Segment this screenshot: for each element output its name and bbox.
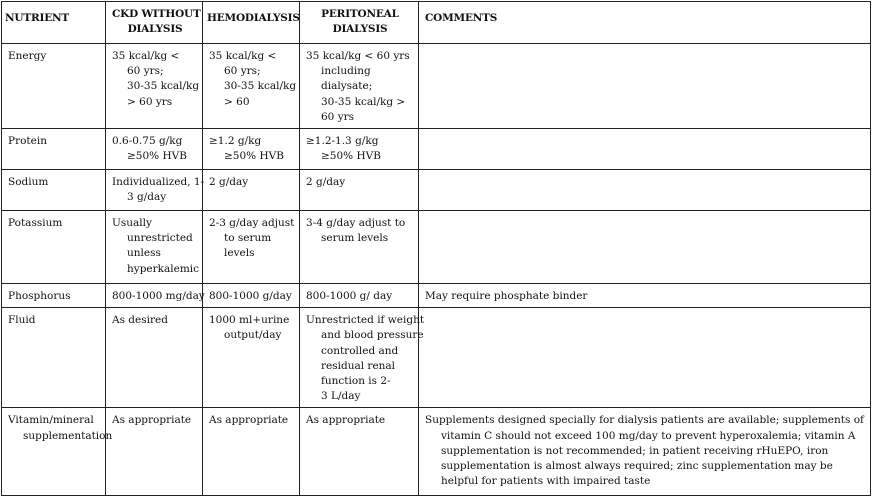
cell-line: 2-3 g/day adjust bbox=[209, 217, 295, 230]
cell-line: As appropriate bbox=[112, 414, 192, 427]
cell-line: levels bbox=[224, 247, 255, 260]
cell-line: 35 kcal/kg < bbox=[112, 50, 180, 62]
cell-peritoneal bbox=[300, 284, 419, 308]
cell-comments bbox=[419, 308, 871, 408]
cell-line: dialysate; bbox=[321, 80, 373, 93]
table-row-vitamin-mineral bbox=[2, 408, 871, 496]
cell-line: 30-35 kcal/kg bbox=[127, 80, 200, 93]
cell-line: 30-35 kcal/kg bbox=[224, 80, 297, 93]
cell-line: 60 yrs bbox=[321, 110, 355, 123]
cell-line: 800-1000 g/day bbox=[209, 290, 292, 303]
cell-comments bbox=[419, 44, 871, 129]
cell-hemodialysis bbox=[203, 308, 300, 408]
cell-line: 60 yrs; bbox=[224, 65, 261, 78]
table-row-phosphorus bbox=[2, 284, 871, 308]
cell-peritoneal bbox=[300, 308, 425, 408]
cell-line: residual renal bbox=[321, 359, 396, 372]
cell-nutrient bbox=[2, 408, 113, 496]
cell-line: unless bbox=[127, 247, 161, 260]
cell-line: 3-4 g/day adjust to bbox=[306, 217, 406, 230]
cell-nutrient: Fluid bbox=[2, 308, 106, 408]
cell-line: 1000 ml+urine bbox=[209, 314, 290, 327]
cell-line: ≥50% HVB bbox=[321, 150, 381, 163]
cell-line: function is 2- bbox=[321, 375, 391, 388]
cell-line: 2 g/day bbox=[209, 176, 249, 189]
header-peritoneal-line2: DIALYSIS bbox=[332, 23, 388, 36]
cell-line: controlled and bbox=[321, 344, 399, 357]
cell-nutrient: Energy bbox=[2, 44, 106, 129]
cell-line: Unrestricted if weight bbox=[306, 314, 425, 327]
header-peritoneal bbox=[300, 2, 419, 44]
cell-line: > 60 bbox=[224, 95, 250, 108]
cell-line: and blood pressure bbox=[321, 329, 424, 342]
cell-line: 30-35 kcal/kg > bbox=[321, 95, 406, 108]
cell-nutrient: Phosphorus bbox=[2, 284, 106, 308]
cell-ckd bbox=[106, 308, 203, 408]
cell-comments bbox=[419, 408, 871, 496]
header-comments: COMMENTS bbox=[419, 2, 871, 44]
table-row-energy bbox=[2, 44, 871, 129]
cell-line: As appropriate bbox=[306, 414, 386, 427]
cell-line: serum levels bbox=[321, 232, 389, 245]
cell-comments: May require phosphate binder bbox=[419, 284, 871, 308]
cell-line: to serum bbox=[224, 232, 272, 245]
cell-hemodialysis bbox=[203, 44, 300, 129]
cell-nutrient: Potassium bbox=[2, 211, 106, 284]
cell-comments bbox=[419, 129, 871, 170]
cell-line: 3 L/day bbox=[321, 390, 361, 403]
table-row-sodium bbox=[2, 170, 871, 211]
header-peritoneal-line1: PERITONEAL bbox=[321, 8, 399, 20]
cell-line: 800-1000 g/ day bbox=[306, 290, 393, 303]
cell-line: supplementation bbox=[23, 429, 113, 442]
cell-line: ≥1.2-1.3 g/kg bbox=[306, 135, 379, 148]
header-ckd-line1: CKD WITHOUT bbox=[112, 8, 201, 20]
cell-line: ≥50% HVB bbox=[224, 150, 284, 163]
cell-line: 2 g/day bbox=[306, 176, 346, 189]
cell-peritoneal bbox=[300, 129, 419, 170]
cell-hemodialysis bbox=[203, 211, 300, 284]
cell-line: 60 yrs; bbox=[127, 65, 164, 78]
cell-line: 800-1000 mg/day bbox=[112, 290, 205, 303]
cell-line: As desired bbox=[112, 314, 168, 327]
cell-hemodialysis bbox=[203, 129, 300, 170]
header-ckd-line2: DIALYSIS bbox=[127, 23, 183, 36]
cell-ckd bbox=[106, 408, 203, 496]
cell-line: ≥50% HVB bbox=[127, 150, 187, 163]
cell-nutrient: Protein bbox=[2, 129, 106, 170]
cell-line: 3 g/day bbox=[127, 191, 167, 204]
cell-peritoneal bbox=[300, 170, 419, 211]
header-nutrient: NUTRIENT bbox=[2, 2, 106, 44]
cell-comments bbox=[419, 170, 871, 211]
nutrition-table bbox=[1, 1, 871, 496]
cell-ckd bbox=[106, 211, 203, 284]
cell-ckd bbox=[106, 284, 203, 308]
cell-ckd bbox=[106, 44, 203, 129]
cell-line: As appropriate bbox=[209, 414, 289, 427]
header-hemodialysis: HEMODIALYSIS bbox=[203, 2, 300, 44]
cell-comments bbox=[419, 211, 871, 284]
cell-ckd bbox=[106, 170, 203, 211]
cell-hemodialysis bbox=[203, 284, 300, 308]
cell-line: > 60 yrs bbox=[127, 95, 173, 108]
cell-peritoneal bbox=[300, 408, 419, 496]
table-row-fluid bbox=[2, 308, 871, 408]
cell-line: output/day bbox=[224, 329, 282, 342]
cell-line: 0.6-0.75 g/kg bbox=[112, 135, 183, 148]
cell-line: Usually bbox=[112, 217, 152, 230]
comment-text: Supplements designed specially for dialysis patients are available; supplements of vitamin C should not exceed 100 mg/day to prevent hyperoxalemia; vitamin A supplementation is not recommended; in patient receiving rHuEPO, iron supplementation is almost always required; zinc supplementation may be helpful for patients with impaired taste bbox=[425, 414, 864, 488]
header-ckd bbox=[106, 2, 203, 44]
cell-nutrient: Sodium bbox=[2, 170, 106, 211]
cell-peritoneal bbox=[300, 44, 419, 129]
cell-line: unrestricted bbox=[127, 232, 193, 245]
cell-hemodialysis bbox=[203, 170, 300, 211]
cell-ckd bbox=[106, 129, 203, 170]
cell-line: Vitamin/mineral bbox=[8, 414, 94, 427]
cell-line: Individualized, 1- bbox=[112, 176, 205, 189]
cell-line: 35 kcal/kg < bbox=[209, 50, 277, 62]
table-row-protein bbox=[2, 129, 871, 170]
cell-hemodialysis bbox=[203, 408, 300, 496]
header-row bbox=[2, 2, 871, 44]
table-row-potassium bbox=[2, 211, 871, 284]
cell-line: including bbox=[321, 65, 371, 78]
cell-line: hyperkalemic bbox=[127, 262, 200, 275]
cell-peritoneal bbox=[300, 211, 419, 284]
cell-line: 35 kcal/kg < 60 yrs bbox=[306, 50, 410, 62]
cell-line: ≥1.2 g/kg bbox=[209, 135, 262, 148]
